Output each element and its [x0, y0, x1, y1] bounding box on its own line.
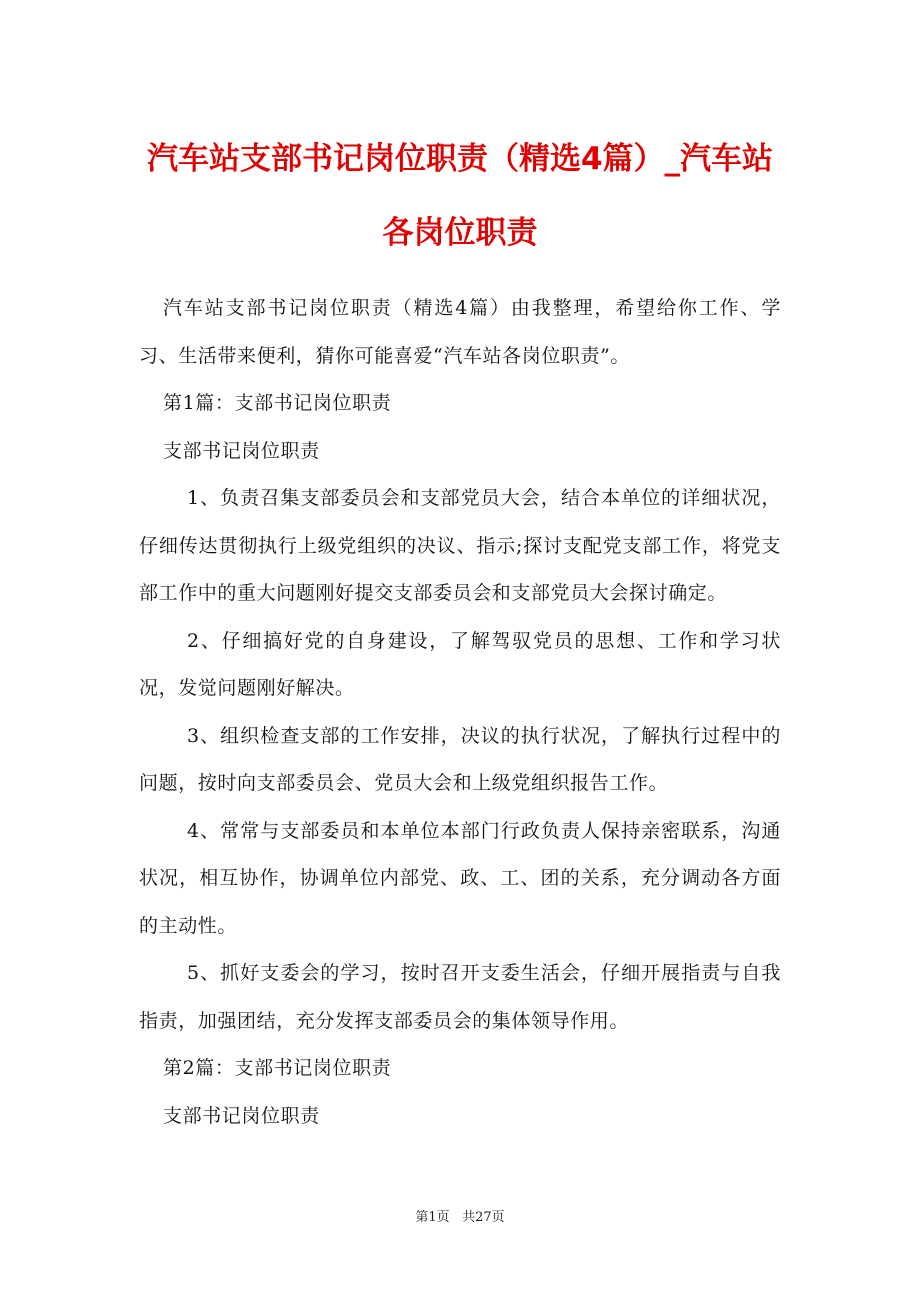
- duty-item-4: 4、常常与支部委员和本单位本部门行政负责人保持亲密联系，沟通状况，相互协作，协调单位内部党、政、工、团的关系，充分调动各方面的主动性。: [139, 819, 781, 937]
- page-footer: [0, 1206, 920, 1225]
- duty-item-2: 2、仔细搞好党的自身建设，了解驾驭党员的思想、工作和学习状况，发觉问题刚好解决。: [139, 629, 781, 699]
- document-body: [139, 285, 781, 1140]
- section-heading-1: 第1篇：支部书记岗位职责: [163, 392, 392, 414]
- duty-item-1: 1、负责召集支部委员会和支部党员大会，结合本单位的详细状况，仔细传达贯彻执行上级党组织的决议、指示;探讨支配党支部工作，将党支部工作中的重大问题刚好提交支部委员会和支部党员大会探讨确定。: [139, 487, 781, 604]
- subheading-1: 支部书记岗位职责: [163, 439, 320, 462]
- page-total: 共27页: [462, 1210, 505, 1225]
- subheading-2: 支部书记岗位职责: [163, 1104, 320, 1127]
- duty-item-3: 3、组织检查支部的工作安排，决议的执行状况，了解执行过程中的问题，按时向支部委员会、党员大会和上级党组织报告工作。: [139, 724, 781, 794]
- section-heading-2: 第2篇：支部书记岗位职责: [163, 1057, 392, 1079]
- intro-paragraph: 汽车站支部书记岗位职责（精选4篇）由我整理，希望给你工作、学习、生活带来便利，猜你可能喜爱“汽车站各岗位职责”。: [139, 297, 781, 367]
- duty-item-5: 5、抓好支委会的学习，按时召开支委生活会，仔细开展指责与自我指责，加强团结，充分发挥支部委员会的集体领导作用。: [139, 962, 781, 1032]
- document-title: 汽车站支部书记岗位职责（精选4篇）_汽车站各岗位职责: [146, 141, 774, 251]
- page-number: 第1页: [415, 1210, 450, 1225]
